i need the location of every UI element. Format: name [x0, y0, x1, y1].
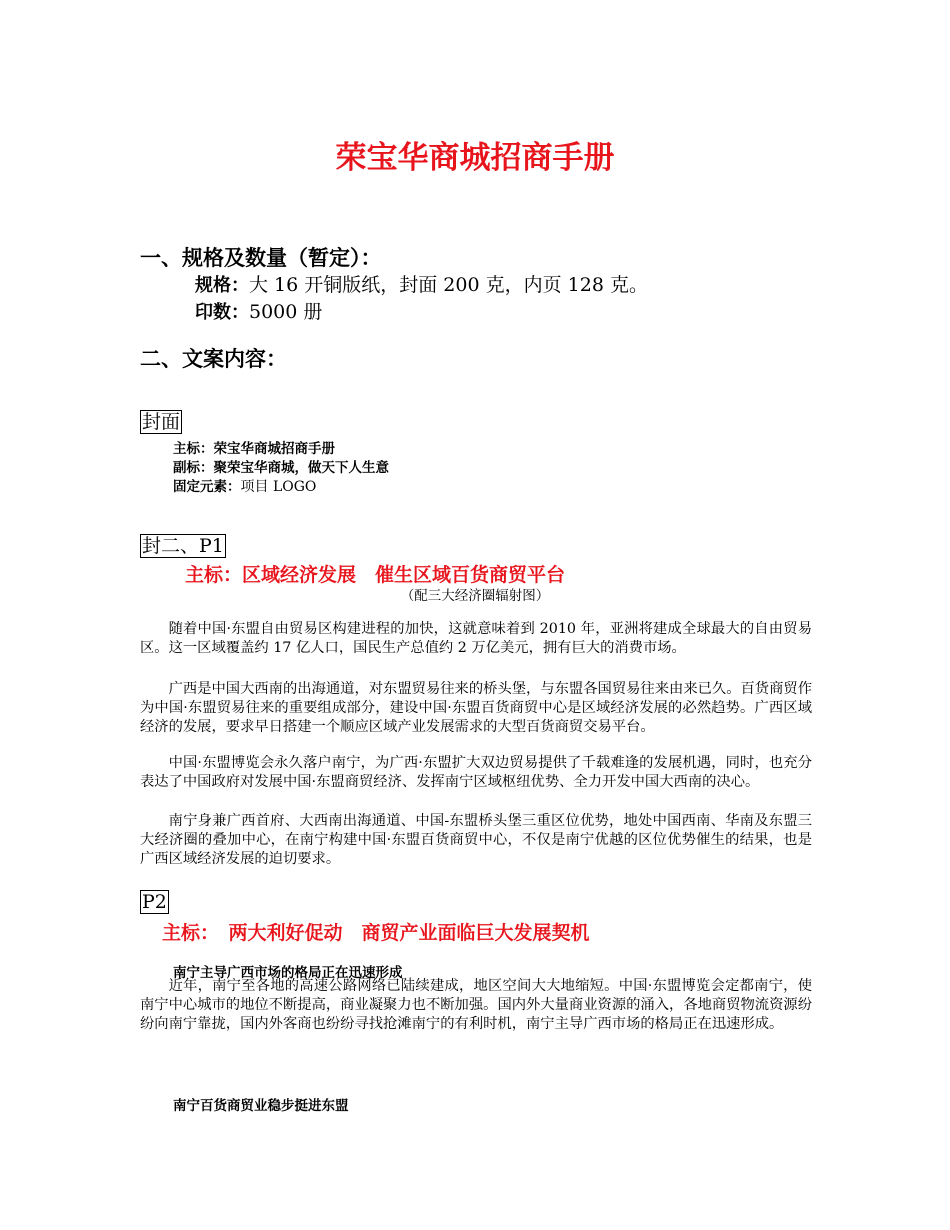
spec-value: 大 16 开铜版纸，封面 200 克，内页 128 克。	[249, 274, 648, 296]
p1-paragraph-2: 广西是中国大西南的出海通道，对东盟贸易往来的桥头堡，与东盟各国贸易往来由来已久。百货商贸作为中国·东盟贸易往来的重要组成部分，建设中国·东盟百货商贸中心是区域经济发展的必然趋势。广西区域经济的发展，要求早日搭建一个顺应区域产业发展需求的大型百货商贸交易平台。	[140, 681, 812, 735]
cover-main-value: 荣宝华商城招商手册	[213, 441, 335, 457]
print-label: 印数：	[195, 302, 249, 323]
p1-paragraph-1: 随着中国·东盟自由贸易区构建进程的加快，这就意味着到 2010 年，亚洲将建成全球最大的自由贸易区。这一区域覆盖约 17 亿人口，国民生产总值约 2 万亿美元，拥有巨大的消费市场。	[140, 621, 812, 656]
cover-main-label: 主标：	[173, 441, 214, 457]
cover-main-title-line	[173, 437, 335, 457]
p2-paragraph-1: 近年，南宁至各地的高速公路网络已陆续建成，地区空间大大地缩短。中国·东盟博览会定都南宁，使南宁中心城市的地位不断提高，商业凝聚力也不断加强。国内外大量商业资源的涌入，各地商贸物流资源纷纷向南宁靠拢，国内外客商也纷纷寻找抢滩南宁的有利时机，南宁主导广西市场的格局正在迅速形成。	[140, 978, 812, 1032]
cover-subtitle-line	[173, 456, 389, 476]
cover-sub-value: 聚荣宝华商城，做天下人生意	[213, 460, 389, 476]
print-quantity-line	[195, 297, 322, 324]
p1-caption: （配三大经济圈辐射图）	[400, 588, 550, 604]
p1-box-label: 封二、P1	[142, 535, 224, 557]
section-heading-specs: 一、规格及数量（暂定）：	[140, 246, 382, 270]
p2-subheading-2: 南宁百货商贸业稳步挺进东盟	[173, 1098, 349, 1114]
cover-fixed-label: 固定元素：	[173, 479, 241, 495]
p2-subheading-1: 南宁主导广西市场的格局正在迅速形成	[173, 965, 403, 981]
p1-paragraph-3: 中国·东盟博览会永久落户南宁，为广西·东盟扩大双边贸易提供了千载难逢的发展机遇，同时，也充分表达了中国政府对发展中国·东盟商贸经济、发挥南宁区域枢纽优势、全力开发中国大西南的决心。	[140, 755, 812, 790]
cover-fixed-value: 项目 LOGO	[240, 479, 317, 495]
cover-sub-label: 副标：	[173, 460, 214, 476]
section-heading-copy: 二、文案内容：	[140, 347, 287, 371]
document-title: 荣宝华商城招商手册	[335, 140, 615, 176]
cover-box-label: 封面	[142, 411, 181, 433]
p2-headline: 主标： 两大利好促动 商贸产业面临巨大发展契机	[162, 922, 590, 944]
spec-line	[195, 270, 648, 297]
p1-paragraph-4: 南宁身兼广西首府、大西南出海通道、中国-东盟桥头堡三重区位优势，地处中国西南、华南及东盟三大经济圈的叠加中心，在南宁构建中国·东盟百货商贸中心，不仅是南宁优越的区位优势催生的结果，也是广西区域经济发展的迫切要求。	[140, 813, 812, 867]
cover-fixed-element-line	[173, 475, 316, 496]
p2-box-label: P2	[142, 891, 167, 913]
spec-label: 规格：	[195, 275, 249, 296]
p1-headline: 主标：区域经济发展 催生区域百货商贸平台	[185, 564, 566, 586]
print-value: 5000 册	[249, 301, 323, 323]
